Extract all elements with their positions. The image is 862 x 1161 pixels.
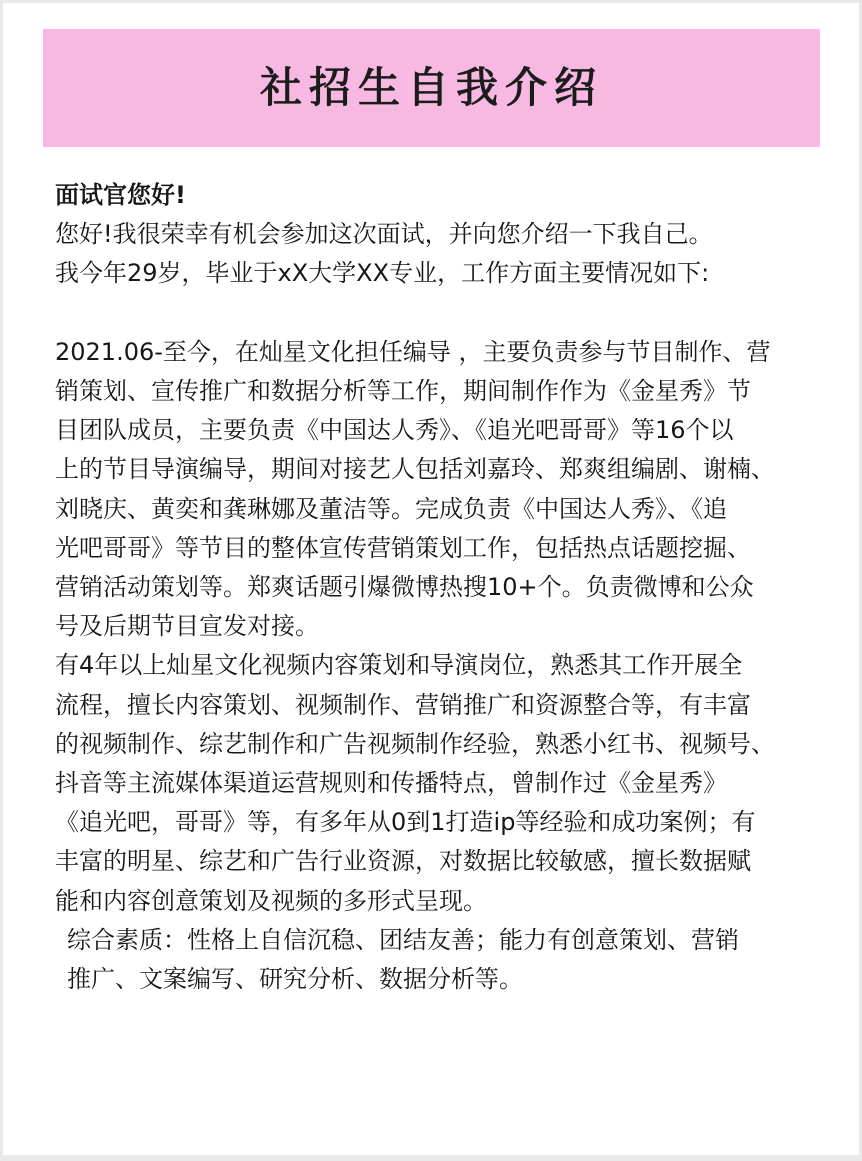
title-banner — [43, 29, 820, 147]
intro-line-1: 您好!我很荣幸有机会参加这次面试，并向您介绍一下我自己。 — [55, 220, 713, 249]
experience-paragraph-1: 2021.06-至今，在灿星文化担任编导 ，主要负责参与节目制作、营 销策划、宣传推广和数据分析等工作，期间制作作为《金星秀》节 目团队成员，主要负责《中国达人秀》、《追光吧哥哥》等16个以 上的节目导演编导，期间对接艺人包括刘嘉玲、郑爽组编剧、谢楠、 刘晓庆、黄奕和龚琳娜及董洁等。完成负责《中国达人秀》、《追 光吧哥哥》等节目的整体宣传营销策划工作，包括热点话题挖掘、 营销活动策划等。郑爽话题引爆微博热搜10+个。负责微博和公众 号及后期节目宣发对接。 — [55, 337, 775, 641]
greeting-text: 面试官您好! — [55, 181, 186, 209]
page-title: 社招生自我介绍 — [259, 63, 603, 112]
intro-content — [55, 176, 845, 999]
summary-paragraph: 综合素质：性格上自信沉稳、团结友善；能力有创意策划、营销 推广、文案编写、研究分析、数据分析等。 — [67, 925, 739, 994]
paragraph-spacer — [55, 294, 845, 333]
experience-paragraph-2: 有4年以上灿星文化视频内容策划和导演岗位，熟悉其工作开展全 流程，擅长内容策划、视频制作、营销推广和资源整合等，有丰富 的视频制作、综艺制作和广告视频制作经验，熟悉小红书、视频号、 抖音等主流媒体渠道运营规则和传播特点，曾制作过《金星秀》 《追光吧，哥哥》等，有多年从0到1打造ip等经验和成功案例；有 丰富的明星、综艺和广告行业资源，对数据比较敏感，擅长数据赋 能和内容创意策划及视频的多形式呈现。 — [55, 651, 775, 915]
intro-line-2: 我今年29岁，毕业于xX大学XX专业，工作方面主要情况如下: — [55, 259, 710, 288]
document-page — [3, 3, 859, 1155]
